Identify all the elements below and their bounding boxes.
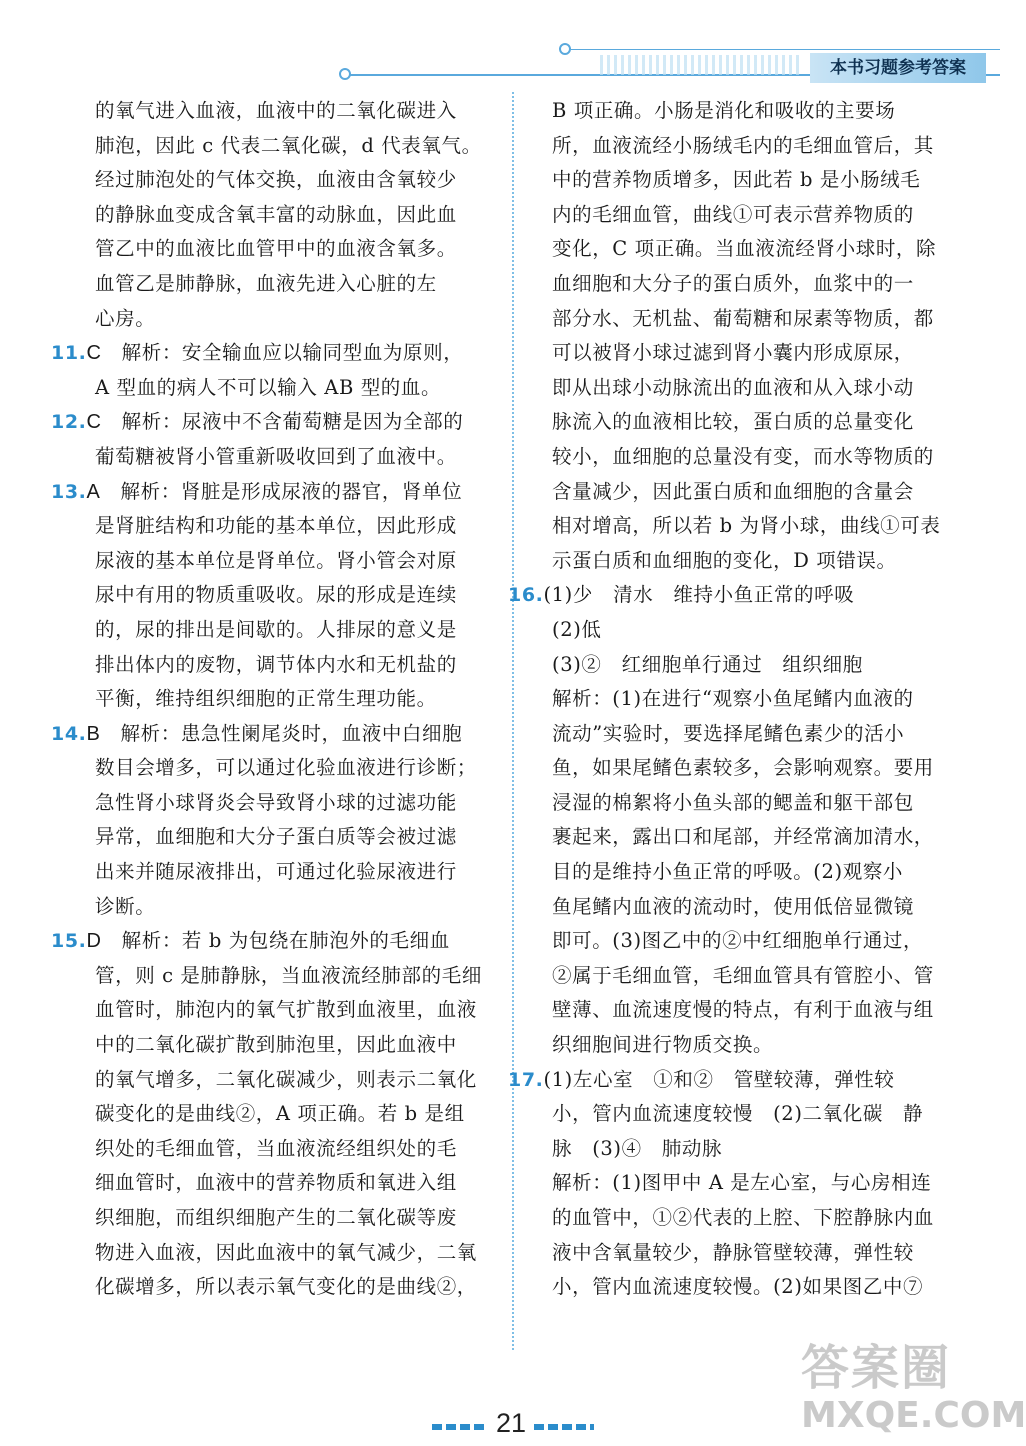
line-text: 解析：安全输血应以输同型血为原则， — [101, 341, 464, 365]
text-line — [552, 405, 952, 440]
answer-choice: B — [86, 722, 101, 745]
text-line — [51, 405, 500, 440]
line-text: 可以被肾小球过滤到肾小囊内形成原尿， — [552, 341, 914, 365]
answer-choice: A — [86, 480, 101, 503]
line-text: 中的营养物质增多，因此若 b 是小肠绒毛 — [552, 168, 921, 192]
text-line — [552, 94, 952, 129]
text-line — [552, 232, 952, 267]
line-text: 织细胞间进行物质交换。 — [552, 1033, 774, 1057]
text-line — [95, 1201, 500, 1236]
text-line — [95, 232, 500, 267]
question-number: 11. — [51, 342, 87, 365]
line-text: (1)左心室 ①和② 管壁较薄，弹性较 — [543, 1067, 895, 1091]
text-line — [95, 509, 500, 544]
text-line — [552, 890, 952, 925]
text-line — [95, 959, 500, 994]
text-line — [95, 1097, 500, 1132]
watermark-logo-text: 答案圈 — [801, 1340, 952, 1396]
line-text: 数目会增多，可以通过化验血液进行诊断； — [95, 756, 477, 780]
answer-choice: C — [86, 342, 102, 365]
question-number: 16. — [508, 584, 544, 607]
line-text: 小，管内血流速度较慢 (2)二氧化碳 静 — [552, 1102, 924, 1126]
line-text: 所，血液流经小肠绒毛内的毛细血管后，其 — [552, 133, 934, 157]
footer-bar-left — [432, 1424, 484, 1430]
answer-choice: D — [86, 930, 102, 953]
line-text: 壁薄、血流速度慢的特点，有利于血液与组 — [552, 998, 934, 1022]
line-text: 经过肺泡处的气体交换，血液由含氧较少 — [95, 168, 457, 192]
line-text: 的，尿的排出是间歇的。人排尿的意义是 — [95, 617, 457, 641]
line-text: 管，则 c 是肺静脉，当血液流经肺部的毛细 — [95, 963, 482, 987]
text-line — [552, 993, 952, 1028]
line-text: 织细胞，而组织细胞产生的二氧化碳等废 — [95, 1206, 457, 1229]
text-line — [95, 94, 500, 129]
line-text: 脉流入的血液相比较，蛋白质的总量变化 — [552, 410, 914, 434]
line-text: 鱼尾鳍内血液的流动时，使用低倍显微镜 — [552, 894, 914, 918]
text-line — [95, 890, 500, 925]
line-text: 即可。(3)图乙中的②中红细胞单行通过， — [552, 929, 924, 953]
line-text: 排出体内的废物，调节体内水和无机盐的 — [95, 652, 457, 676]
text-line — [95, 1063, 500, 1098]
line-text: 中的二氧化碳扩散到肺泡里，因此血液中 — [95, 1033, 457, 1057]
line-text: 葡萄糖被肾小管重新吸收回到了血液中。 — [95, 444, 457, 468]
line-text: 小，管内血流速度较慢。(2)如果图乙中⑦ — [552, 1275, 924, 1299]
line-text: 相对增高，所以若 b 为肾小球，曲线①可表 — [552, 514, 941, 538]
line-text: 出来并随尿液排出，可通过化验尿液进行 — [95, 860, 457, 884]
text-line — [552, 613, 952, 648]
text-line — [51, 717, 500, 752]
header-dot-icon — [559, 43, 571, 55]
text-line — [552, 509, 952, 544]
text-line — [95, 371, 500, 406]
line-text: 血管时，肺泡内的氧气扩散到血液里，血液 — [95, 998, 477, 1022]
line-text: 液中含氧量较少，静脉管壁较薄，弹性较 — [552, 1240, 914, 1264]
text-line — [552, 1028, 952, 1063]
text-line — [552, 1166, 952, 1201]
line-text: 心房。 — [95, 306, 156, 330]
text-line — [95, 682, 500, 717]
line-text: 血管乙是肺静脉，血液先进入心脏的左 — [95, 271, 437, 295]
text-line — [95, 820, 500, 855]
line-text: 的氧气进入血液，血液中的二氧化碳进入 — [95, 99, 457, 122]
line-text: 碳变化的是曲线②，A 项正确。若 b 是组 — [95, 1102, 465, 1126]
line-text: 示蛋白质和血细胞的变化，D 项错误。 — [552, 548, 897, 572]
text-line — [95, 855, 500, 890]
text-line — [552, 440, 952, 475]
text-line — [95, 440, 500, 475]
line-text: (1)少 清水 维持小鱼正常的呼吸 — [543, 583, 855, 607]
line-text: 急性肾小球肾炎会导致肾小球的过滤功能 — [95, 790, 457, 814]
line-text: 内的毛细血管，曲线①可表示营养物质的 — [552, 202, 914, 226]
line-text: 管乙中的血液比血管甲中的血液含氧多。 — [95, 237, 457, 261]
line-text: 部分水、无机盐、葡萄糖和尿素等物质，都 — [552, 306, 934, 330]
text-line — [552, 959, 952, 994]
question-number: 15. — [51, 930, 87, 953]
footer-bar-right — [534, 1424, 594, 1430]
watermark-logo — [801, 1340, 1026, 1440]
text-line — [552, 1132, 952, 1167]
right-column — [508, 94, 952, 1305]
text-line — [95, 544, 500, 579]
text-line — [95, 751, 500, 786]
line-text: 尿中有用的物质重吸收。尿的形成是连续 — [95, 583, 457, 607]
text-line — [95, 578, 500, 613]
line-text: 的血管中，①②代表的上腔、下腔静脉内血 — [552, 1206, 934, 1229]
text-line — [95, 1166, 500, 1201]
text-line — [95, 1132, 500, 1167]
line-text: 浸湿的棉絮将小鱼头部的鳃盖和躯干部包 — [552, 790, 914, 814]
line-text: 物进入血液，因此血液中的氧气减少，二氧 — [95, 1240, 477, 1264]
text-line — [95, 1028, 500, 1063]
header-stripes — [600, 55, 800, 75]
column-divider — [512, 92, 514, 1350]
text-line — [95, 267, 500, 302]
text-line — [95, 993, 500, 1028]
text-line — [552, 751, 952, 786]
text-line — [552, 855, 952, 890]
question-number: 14. — [51, 722, 87, 745]
text-line — [552, 1236, 952, 1271]
header-rule-top — [565, 49, 1000, 50]
line-text: B 项正确。小肠是消化和吸收的主要场 — [552, 99, 896, 122]
text-line — [552, 717, 952, 752]
line-text: 解析：尿液中不含葡萄糖是因为全部的 — [101, 410, 464, 434]
text-line — [552, 648, 952, 683]
line-text: 解析：若 b 为包绕在肺泡外的毛细血 — [101, 929, 450, 953]
answer-choice: C — [86, 411, 102, 434]
text-line — [552, 267, 952, 302]
line-text: 异常，血细胞和大分子蛋白质等会被过滤 — [95, 825, 457, 849]
text-line — [95, 302, 500, 337]
text-line — [552, 1270, 952, 1305]
line-text: 较小，血细胞的总量没有变，而水等物质的 — [552, 444, 934, 468]
line-text: 血细胞和大分子的蛋白质外，血浆中的一 — [552, 271, 914, 295]
text-line — [95, 786, 500, 821]
text-line — [51, 924, 500, 959]
question-number: 13. — [51, 480, 87, 503]
page-number: 21 — [495, 1408, 527, 1438]
text-line — [51, 336, 500, 371]
line-text: 尿液的基本单位是肾单位。肾小管会对原 — [95, 548, 457, 572]
line-text: 含量减少，因此蛋白质和血细胞的含量会 — [552, 479, 914, 503]
line-text: 解析：(1)在进行“观察小鱼尾鳍内血液的 — [552, 687, 914, 711]
line-text: 即从出球小动脉流出的血液和从入球小动 — [552, 375, 914, 399]
question-number: 17. — [508, 1068, 544, 1091]
line-text: 的静脉血变成含氧丰富的动脉血，因此血 — [95, 202, 457, 226]
text-line — [552, 682, 952, 717]
watermark-url: MXQE.COM — [801, 1395, 1026, 1436]
line-text: 肺泡，因此 c 代表二氧化碳，d 代表氧气。 — [95, 133, 482, 157]
line-text: 平衡，维持组织细胞的正常生理功能。 — [95, 687, 437, 711]
text-line — [95, 1236, 500, 1271]
line-text: 目的是维持小鱼正常的呼吸。(2)观察小 — [552, 860, 904, 884]
line-text: 脉 (3)④ 肺动脉 — [552, 1136, 723, 1160]
text-line — [51, 475, 500, 510]
text-line — [552, 1097, 952, 1132]
header-dot-icon — [339, 68, 351, 80]
text-line — [552, 475, 952, 510]
line-text: ②属于毛细血管，毛细血管具有管腔小、管 — [552, 963, 934, 987]
text-line — [552, 302, 952, 337]
line-text: 流动”实验时，要选择尾鳍色素少的活小 — [552, 721, 905, 745]
text-line — [95, 1270, 500, 1305]
line-text: 鱼，如果尾鳍色素较多，会影响观察。要用 — [552, 756, 934, 780]
text-line — [552, 336, 952, 371]
left-column — [51, 94, 500, 1305]
text-line — [552, 1201, 952, 1236]
header-title: 本书习题参考答案 — [810, 53, 986, 83]
text-line — [552, 371, 952, 406]
text-line — [552, 924, 952, 959]
text-line — [552, 163, 952, 198]
line-text: (3)② 红细胞单行通过 组织细胞 — [552, 652, 863, 676]
line-text: 变化，C 项正确。当血液流经肾小球时，除 — [552, 237, 937, 261]
line-text: 细血管时，血液中的营养物质和氧进入组 — [95, 1171, 457, 1195]
line-text: 是肾脏结构和功能的基本单位，因此形成 — [95, 514, 457, 538]
text-line — [95, 198, 500, 233]
line-text: 化碳增多，所以表示氧气变化的是曲线②， — [95, 1275, 477, 1299]
question-number: 12. — [51, 411, 87, 434]
text-line — [552, 786, 952, 821]
text-line — [508, 578, 952, 613]
text-line — [552, 544, 952, 579]
line-text: 裹起来，露出口和尾部，并经常滴加清水， — [552, 825, 934, 849]
line-text: 的氧气增多，二氧化碳减少，则表示二氧化 — [95, 1067, 477, 1091]
line-text: 解析：肾脏是形成尿液的器官，肾单位 — [100, 479, 463, 503]
line-text: 织处的毛细血管，当血液流经组织处的毛 — [95, 1136, 457, 1160]
line-text: 诊断。 — [95, 894, 156, 918]
text-line — [552, 129, 952, 164]
line-text: 解析：患急性阑尾炎时，血液中白细胞 — [100, 721, 463, 745]
line-text: 解析：(1)图甲中 A 是左心室，与心房相连 — [552, 1171, 932, 1195]
text-line — [508, 1063, 952, 1098]
text-line — [95, 129, 500, 164]
text-line — [552, 198, 952, 233]
line-text: (2)低 — [552, 617, 602, 641]
text-line — [552, 820, 952, 855]
text-line — [95, 163, 500, 198]
text-line — [95, 648, 500, 683]
line-text: A 型血的病人不可以输入 AB 型的血。 — [95, 375, 442, 399]
text-line — [95, 613, 500, 648]
